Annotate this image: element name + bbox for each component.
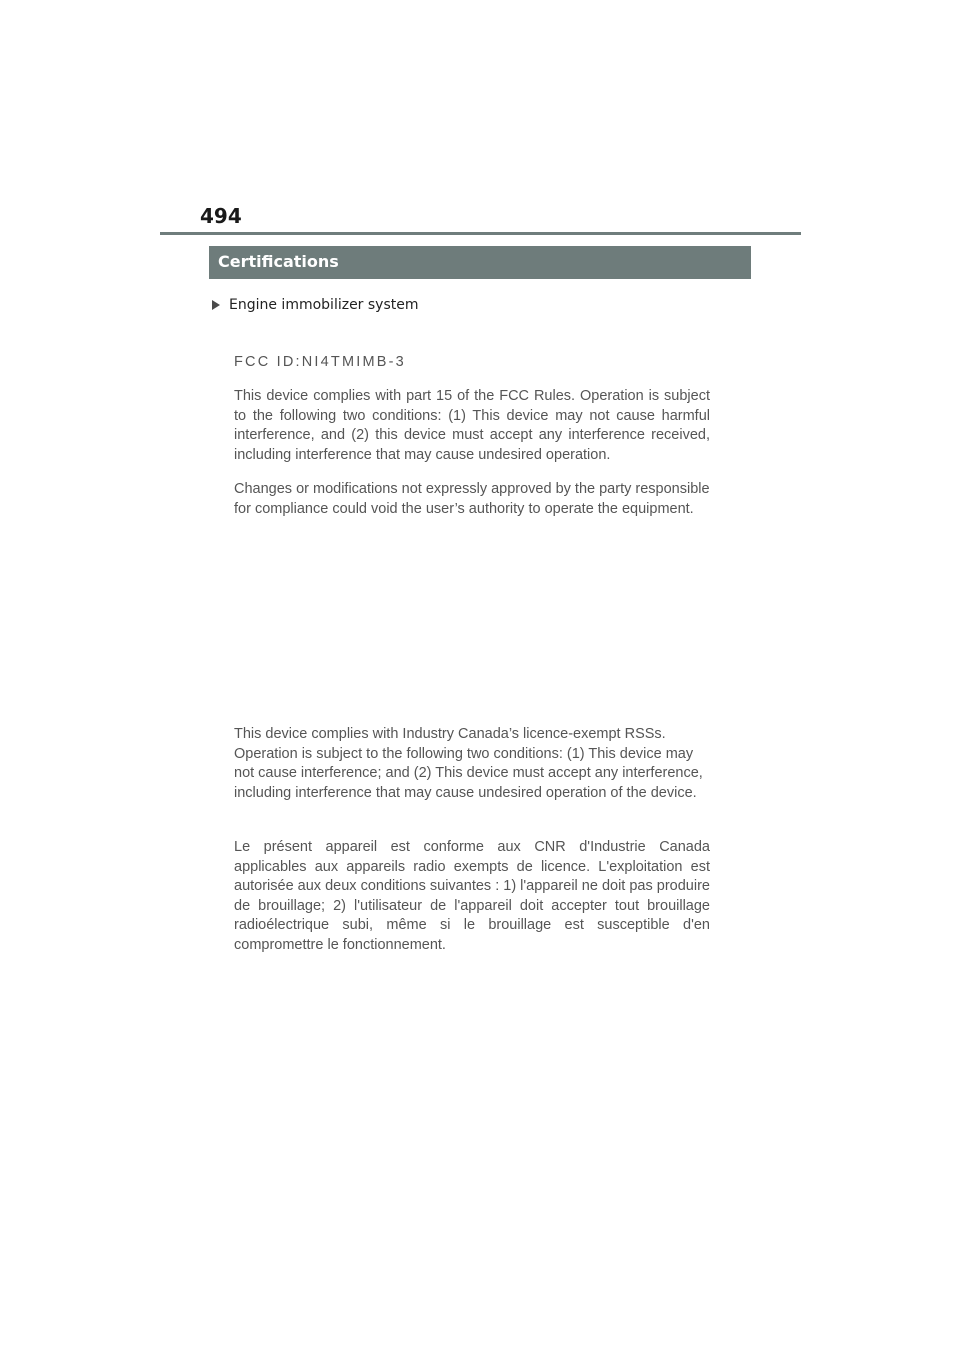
fcc-statement-block	[234, 387, 710, 465]
ic-statement-text: This device complies with Industry Canada’s licence-exempt RSSs. Operation is subject to the following two conditions: (1) This device may not cause interference; and (2) This device must accept any interference, including interference that may cause undesired operation of the device.	[234, 726, 703, 801]
ic-statement-french-text: Le présent appareil est conforme aux CNR d'Industrie Canada applicables aux appareils radio exempts de licence. L'exploitation est autorisée aux deux conditions suivantes : 1) l'appareil ne doit pas produire de brouillage; 2) l'utilisateur de l'appareil doit accepter tout brouillage radioélectrique subi, même si le brouillage est susceptible d'en compromettre le fonctionnement.	[234, 839, 710, 953]
ic-statement-block	[234, 725, 710, 803]
changes-statement-block	[234, 480, 710, 519]
fcc-statement-text: This device complies with part 15 of the FCC Rules. Operation is subject to the following two conditions: (1) This device may not cause harmful interference, and (2) this device must accept any interference received, including interference that may cause undesired operation.	[234, 388, 710, 463]
changes-statement-text: Changes or modifications not expressly approved by the party responsible for compliance could void the user’s authority to operate the equipment.	[234, 481, 710, 517]
triangle-bullet-icon	[212, 300, 220, 310]
header-rule	[160, 232, 801, 235]
ic-statement-french-block	[234, 838, 710, 955]
section-title: Certifications	[218, 252, 339, 271]
page-number: 494	[200, 204, 242, 228]
section-header-bar	[209, 246, 751, 279]
bullet-item-label: Engine immobilizer system	[229, 297, 419, 313]
fcc-id-text: FCC ID:NI4TMIMB-3	[234, 354, 406, 370]
bullet-item	[212, 294, 419, 316]
